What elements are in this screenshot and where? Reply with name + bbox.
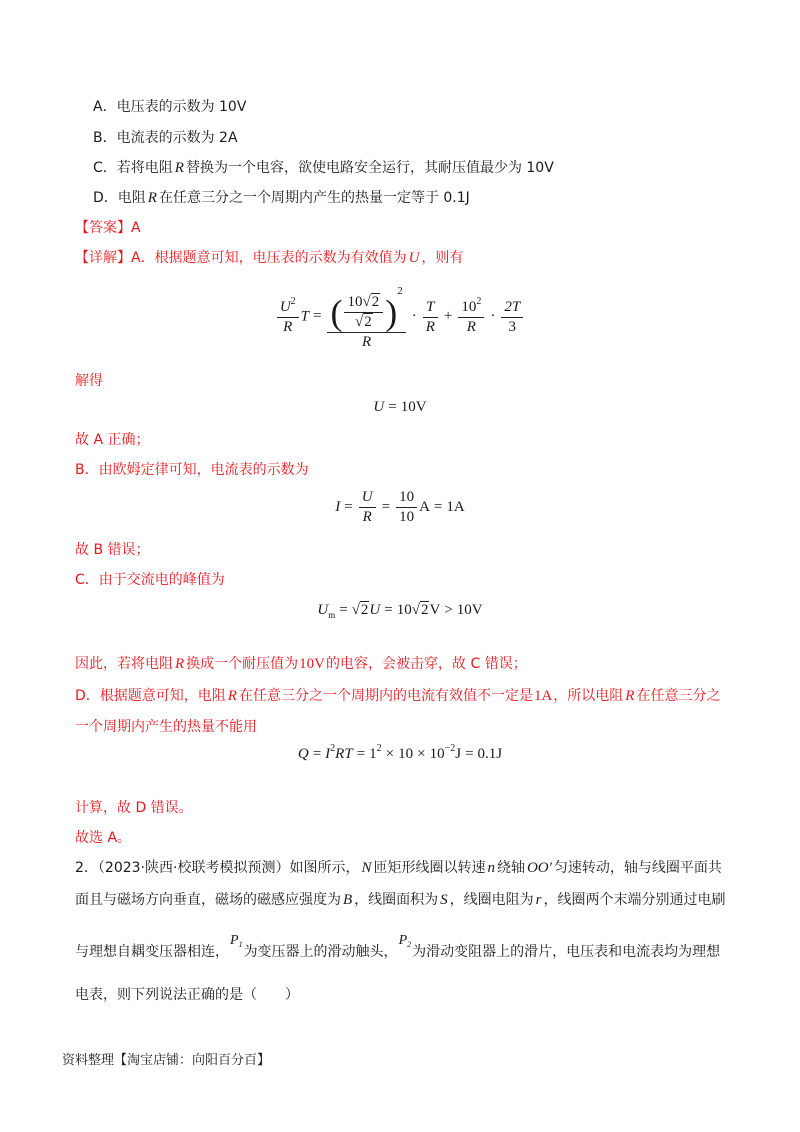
detail-a-text-pre: A．根据题意可知，电压表的示数为有效值为 [131, 250, 407, 266]
equals-sign: = [388, 399, 397, 415]
term-rt: RT [335, 746, 353, 762]
question-number: 2． [75, 860, 98, 876]
text: 在任意三分之一个周期内的电流有效值不一定是 [238, 688, 533, 704]
exponent: 2 [397, 285, 403, 297]
fraction-u-over-r [359, 489, 376, 526]
radicand: 2 [364, 314, 372, 331]
var-u: U [373, 399, 385, 415]
fraction-ten-squared-over-r [458, 295, 484, 336]
fraction-denominator [423, 318, 438, 336]
value: 10V [400, 399, 427, 415]
text: D．根据题意可知，电阻 [75, 688, 226, 704]
option-c-text-pre: C．若将电阻 [93, 160, 173, 176]
var-r: R [227, 688, 237, 704]
value: 10V [456, 602, 483, 618]
var-t: T [426, 298, 435, 315]
number: 10 [429, 746, 445, 762]
coefficient: 10 [396, 602, 412, 618]
text: 在任意三分之 [636, 688, 721, 704]
option-c-text-post: 替换为一个电容，欲使电路安全运行，其耐压值最少为 10V [185, 160, 554, 176]
detail-a-text-post: ，则有 [421, 250, 464, 266]
solve-label: 解得 [75, 373, 103, 389]
question-2-line-3 [75, 933, 721, 962]
formula-peak-voltage [0, 602, 800, 619]
unit: A [419, 498, 430, 515]
right-paren: ) [385, 292, 398, 333]
fraction-two-t-over-three [501, 299, 523, 336]
text: 的电容，会被击穿，故 C 错误； [326, 656, 527, 672]
times-sign: × [385, 746, 395, 762]
fraction-denominator [458, 318, 484, 336]
fraction-denominator [277, 318, 299, 336]
value: 10V [299, 656, 326, 672]
number: 10 [399, 509, 415, 525]
number: 1 [369, 746, 377, 762]
var-i: I [325, 746, 331, 762]
number: 3 [508, 318, 517, 335]
var-s: S [440, 892, 448, 908]
fraction-denominator [359, 508, 376, 526]
var-n-turns: N [361, 860, 372, 876]
text: 如图所示， [289, 860, 360, 876]
number: 10 [398, 746, 414, 762]
fraction-denominator [344, 313, 383, 331]
plus-sign: + [443, 308, 453, 325]
var-r: R [362, 334, 372, 351]
question-source: （2023·陕西·校联考模拟预测） [97, 860, 290, 876]
number: 10 [461, 298, 477, 315]
formula-effective-voltage [0, 283, 800, 351]
radicand: 2 [420, 602, 429, 618]
fraction-numerator [396, 489, 417, 508]
var-r-small: r [535, 892, 542, 908]
fraction-inner [344, 294, 383, 331]
var-p2 [398, 933, 413, 948]
var-axis: OO′ [526, 860, 552, 876]
equals-sign: = [381, 498, 391, 515]
detail-c-intro: C．由于交流电的峰值为 [75, 572, 225, 588]
exponent: 2 [376, 743, 382, 754]
formula-heat [0, 743, 800, 763]
fraction-numerator [423, 299, 438, 318]
fraction-numerator [327, 283, 405, 333]
detail-a-conclusion: 故 A 正确； [75, 432, 150, 448]
exponent: 2 [330, 743, 336, 754]
option-a: A．电压表的示数为 10V [93, 99, 247, 115]
detail-tag: 【详解】 [75, 250, 131, 266]
subscript: 1 [238, 940, 243, 949]
equals-sign: = [465, 746, 474, 762]
equals-sign: = [384, 602, 393, 618]
number: 10 [399, 489, 415, 505]
var-r: R [174, 160, 184, 176]
fraction-numerator [501, 299, 523, 318]
var-u: U [279, 298, 291, 315]
answer-tag: 【答案】 [75, 220, 131, 236]
fraction-t-over-r [423, 299, 438, 336]
var-r: R [362, 509, 372, 525]
var-b: B [343, 892, 353, 908]
dot-operator: · [411, 308, 417, 325]
radicand: 2 [360, 602, 369, 618]
fraction-numerator [277, 295, 299, 318]
times-sign: × [417, 746, 426, 762]
text: 面且与磁场方向垂直，磁场的磁感应强度为 [75, 892, 341, 908]
var-r: R [147, 190, 157, 206]
exponent: 2 [476, 295, 482, 307]
option-d-text-post: 在任意三分之一个周期内产生的热量一定等于 0.1J [158, 190, 470, 206]
value: 1A [533, 688, 553, 704]
equals-sign: = [356, 746, 366, 762]
text: 为滑动变阻器上的滑片，电压表和电流表均为理想 [412, 944, 721, 960]
detail-c-conclusion [75, 655, 527, 673]
var-p1 [229, 933, 244, 948]
question-2-line-4: 电表，则下列说法正确的是（ ） [75, 987, 299, 1003]
unit: V [429, 602, 441, 618]
subscript: 2 [407, 940, 412, 949]
footer-source: 资料整理【淘宝店铺：向阳百分百】 [62, 1053, 271, 1068]
fraction-u-squared-over-r [277, 295, 299, 336]
fraction-numerator [458, 295, 484, 318]
fraction-peak-squared-over-r [327, 283, 405, 351]
text: 因此，若将电阻 [75, 656, 173, 672]
option-d-text-pre: D．电阻 [93, 190, 146, 206]
detail-b-intro: B．由欧姆定律可知，电流表的示数为 [75, 462, 309, 478]
text: ，线圈电阻为 [449, 892, 534, 908]
text: ，所以电阻 [553, 688, 624, 704]
var-q: Q [297, 746, 309, 762]
text: ，线圈面积为 [354, 892, 439, 908]
answer-line [75, 219, 141, 237]
question-2-line-1 [75, 859, 722, 877]
var-r: R [283, 318, 293, 335]
subscript: m [328, 610, 336, 620]
option-d [93, 189, 470, 207]
var-t: T [300, 308, 309, 325]
var-u: U [361, 489, 373, 505]
text: 绕轴 [496, 860, 525, 876]
equals-sign: = [312, 746, 322, 762]
fraction-denominator [327, 333, 405, 351]
detail-d-conclusion: 计算，故 D 错误。 [75, 800, 193, 816]
text: 与理想自耦变压器相连， [75, 944, 229, 960]
exponent: −2 [444, 743, 456, 754]
var-r: R [425, 318, 435, 335]
option-c [93, 159, 554, 177]
value: 0.1J [477, 746, 503, 762]
detail-d-line-2: 一个周期内产生的热量不能用 [75, 719, 257, 735]
fraction-denominator [396, 508, 417, 526]
value: 1A [446, 498, 465, 515]
text: 匝矩形线圈以转速 [373, 860, 486, 876]
formula-u-result [0, 399, 800, 416]
option-b: B．电流表的示数为 2A [93, 130, 238, 146]
fraction-numerator [344, 294, 383, 313]
detail-b-conclusion: 故 B 错误； [75, 542, 150, 558]
coefficient: 10 [347, 294, 363, 311]
equals-sign: = [313, 308, 322, 325]
equals-sign: = [433, 498, 443, 515]
sqrt-sign: √ [362, 294, 371, 311]
detail-d-line-1 [75, 687, 720, 705]
var-u: U [317, 602, 329, 618]
var-r: R [466, 318, 476, 335]
var-r: R [175, 656, 185, 672]
exponent: 2 [290, 295, 296, 307]
answer-value: A [131, 220, 141, 236]
formula-current [0, 489, 800, 526]
fraction-numerator [359, 489, 376, 508]
fraction-ten-over-ten [396, 489, 417, 526]
var-p: P [398, 933, 408, 948]
unit: J [455, 746, 462, 762]
dot-operator: · [490, 308, 496, 325]
var-n-speed: n [487, 860, 495, 876]
sqrt-sign: √ [351, 602, 360, 618]
left-paren: ( [330, 292, 343, 333]
greater-than-sign: > [444, 602, 453, 618]
sqrt-sign: √ [411, 602, 420, 618]
question-2-line-2 [75, 891, 726, 909]
equals-sign: = [344, 498, 353, 515]
detail-a-intro [75, 249, 463, 267]
var-u: U [408, 250, 420, 266]
var-u: U [369, 602, 381, 618]
radicand: 2 [371, 294, 380, 311]
text: 匀速转动，轴与线圈平面共 [553, 860, 722, 876]
text: 为变压器上的滑动触头， [243, 944, 398, 960]
var-p: P [230, 933, 239, 948]
var-i: I [335, 498, 341, 515]
sqrt-sign: √ [354, 314, 364, 331]
term-2t: 2T [504, 298, 521, 315]
text: 换成一个耐压值为 [186, 656, 299, 672]
fraction-denominator [501, 318, 523, 336]
text: ，线圈两个末端分别通过电刷 [543, 892, 726, 908]
var-r: R [625, 688, 635, 704]
final-answer: 故选 A。 [75, 830, 132, 846]
equals-sign: = [339, 602, 348, 618]
